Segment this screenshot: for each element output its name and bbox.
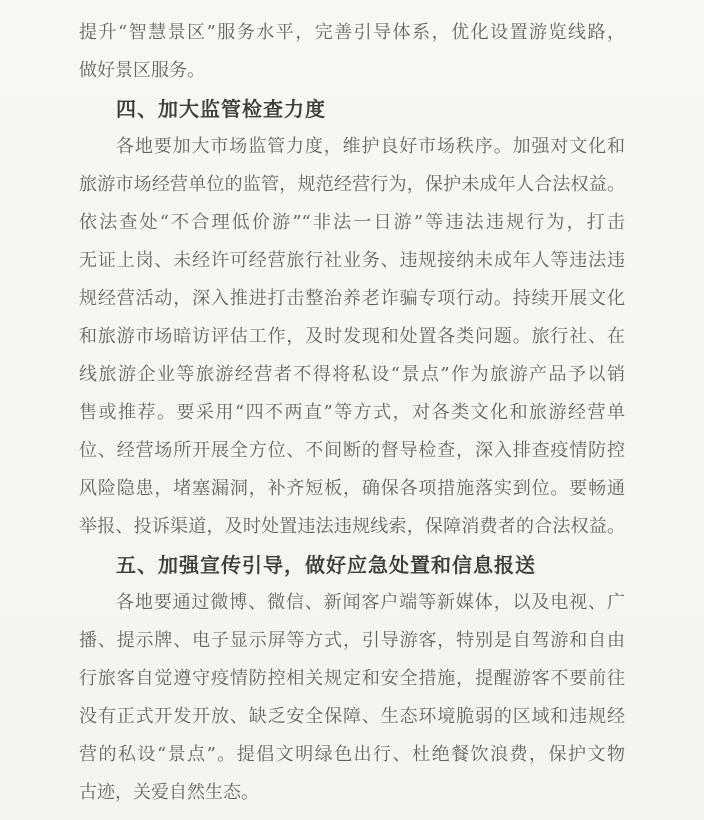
text-line: 没有正式开发开放、缺乏安全保障、生态环境脆弱的区域和违规经 — [79, 706, 625, 727]
text-line: 营的私设“景点”。提倡文明绿色出行、杜绝餐饮浪费，保护文物 — [79, 744, 625, 765]
text-line: 风险隐患，堵塞漏洞，补齐短板，确保各项措施落实到位。要畅通 — [79, 478, 625, 499]
text-line: 古迹，关爱自然生态。 — [79, 782, 259, 803]
text-line: 做好景区服务。 — [79, 60, 205, 81]
text-line: 各地要通过微博、微信、新闻客户端等新媒体，以及电视、广 — [116, 592, 625, 613]
text-line: 无证上岗、未经许可经营旅行社业务、违规接纳未成年人等违法违 — [79, 250, 625, 271]
text-line: 各地要加大市场监管力度，维护良好市场秩序。加强对文化和 — [116, 136, 625, 157]
text-line: 和旅游市场暗访评估工作，及时发现和处置各类问题。旅行社、在 — [79, 326, 625, 347]
text-line: 提升“智慧景区”服务水平，完善引导体系，优化设置游览线路， — [79, 22, 625, 43]
section-heading: 五、加强宣传引导，做好应急处置和信息报送 — [116, 553, 536, 577]
text-line: 依法查处“不合理低价游”“非法一日游”等违法违规行为，打击 — [79, 212, 625, 233]
text-line: 行旅客自觉遵守疫情防控相关规定和安全措施，提醒游客不要前往 — [79, 668, 625, 689]
text-line: 位、经营场所开展全方位、不间断的督导检查，深入排查疫情防控 — [79, 440, 625, 461]
text-line: 旅游市场经营单位的监管，规范经营行为，保护未成年人合法权益。 — [79, 174, 625, 195]
text-line: 举报、投诉渠道，及时处置违法违规线索，保障消费者的合法权益。 — [79, 516, 625, 537]
text-line: 播、提示牌、电子显示屏等方式，引导游客，特别是自驾游和自由 — [79, 630, 625, 651]
text-line: 售或推荐。要采用“四不两直”等方式，对各类文化和旅游经营单 — [79, 402, 625, 423]
section-heading: 四、加大监管检查力度 — [116, 97, 326, 121]
document-body — [79, 14, 625, 812]
text-line: 线旅游企业等旅游经营者不得将私设“景点”作为旅游产品予以销 — [79, 364, 625, 385]
text-line: 规经营活动，深入推进打击整治养老诈骗专项行动。持续开展文化 — [79, 288, 625, 309]
